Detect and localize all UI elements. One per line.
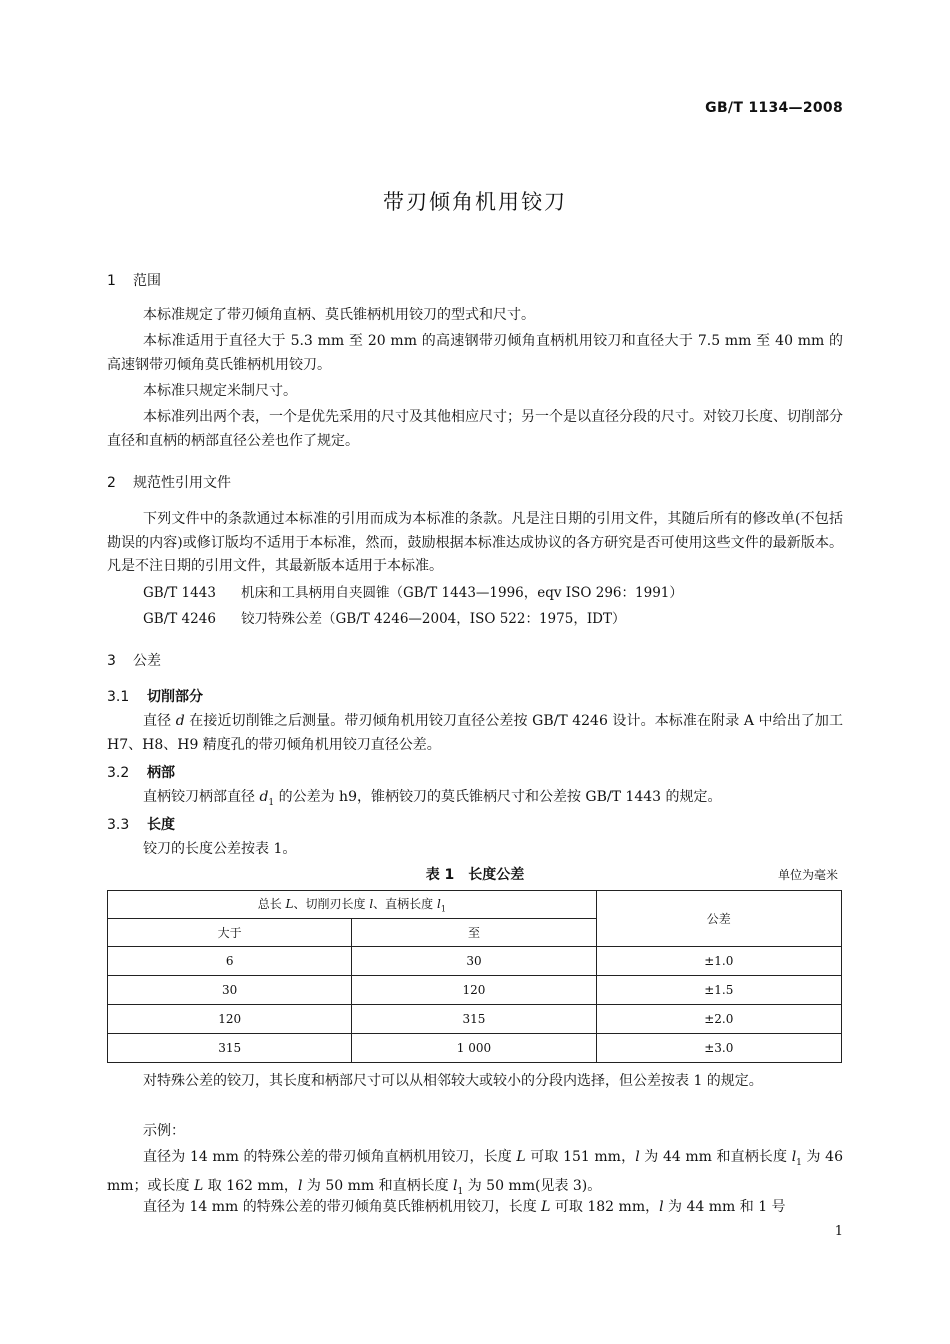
cell-to: 315 — [352, 1005, 596, 1034]
text: 在接近切削锥之后测量。带刃倾角机用铰刀直径公差按 GB/T 4246 设计。本标准在附录 A 中给出了加工 H7、H8、H9 精度孔的带刃倾角机用铰刀直径公差。 — [107, 713, 843, 753]
example-paragraph — [107, 1196, 843, 1220]
text: 的公差为 h9，锥柄铰刀的莫氏锥柄尺寸和公差按 GB/T 1443 的规定。 — [274, 789, 722, 805]
sec3-2-paragraph — [107, 786, 843, 815]
sec3-3-paragraph: 铰刀的长度公差按表 1。 — [143, 841, 297, 857]
table-header-row — [108, 891, 842, 919]
text: 为 50 mm(见表 3)。 — [463, 1178, 602, 1195]
cell-gt: 6 — [108, 947, 352, 976]
reference-code: GB/T 1443 — [143, 585, 216, 601]
variable-L: L — [285, 897, 294, 912]
reference-code: GB/T 4246 — [143, 611, 216, 627]
text: 取 162 mm， — [203, 1178, 298, 1195]
reference-title: 铰刀特殊公差（GB/T 4246—2004，ISO 522：1975，IDT） — [241, 611, 626, 627]
cell-gt: 120 — [108, 1005, 352, 1034]
cell-tolerance: ±1.5 — [596, 976, 841, 1005]
variable-d: d — [175, 713, 185, 729]
text: 为 44 mm 和直柄长度 — [639, 1149, 792, 1165]
sec1-paragraph: 本标准规定了带刃倾角直柄、莫氏锥柄机用铰刀的型式和尺寸。 — [143, 307, 535, 323]
variable-l1: l — [791, 1149, 797, 1165]
cell-tolerance: ±2.0 — [596, 1005, 841, 1034]
subsection-number: 3.1 — [107, 689, 130, 705]
sec2-paragraph: 下列文件中的条款通过本标准的引用而成为本标准的条款。凡是注日期的引用文件，其随后所有的修改单(不包括勘误的内容)或修订版均不适用于本标准，然而，鼓励根据本标准达成协议的各方研究是否可使用这些文件的最新版本。凡是不注日期的引用文件，其最新版本适用于本标准。 — [107, 511, 843, 574]
variable-L: L — [516, 1149, 526, 1165]
example-label: 示例： — [143, 1123, 185, 1139]
subsection-number: 3.2 — [107, 765, 130, 781]
sec1-paragraph: 本标准适用于直径大于 5.3 mm 至 20 mm 的高速钢带刃倾角直柄机用铰刀和直径大于 7.5 mm 至 40 mm 的高速钢带刃倾角莫氏锥柄机用铰刀。 — [107, 333, 843, 373]
text: 直径为 14 mm 的特殊公差的带刃倾角莫氏锥柄机用铰刀，长度 — [143, 1199, 542, 1215]
section-title: 范围 — [133, 273, 161, 289]
cell-gt: 315 — [108, 1034, 352, 1063]
variable-d: d — [259, 789, 269, 805]
table-row — [108, 976, 842, 1005]
after-table-paragraph: 对特殊公差的铰刀，其长度和柄部尺寸可以从相邻较大或较小的分段内选择，但公差按表 1 的规定。 — [143, 1073, 763, 1089]
table-row — [108, 947, 842, 976]
text: 直径为 14 mm 的特殊公差的带刃倾角直柄机用铰刀，长度 — [143, 1149, 517, 1165]
table-row — [108, 1034, 842, 1063]
section-title: 规范性引用文件 — [133, 475, 231, 491]
section-3-heading — [107, 650, 161, 670]
subscript: 1 — [440, 904, 446, 914]
header-length-group — [108, 891, 597, 919]
subsection-3-3-heading — [107, 814, 175, 834]
header-up-to: 至 — [352, 919, 596, 947]
text: 总长 — [257, 897, 286, 912]
text: 直柄铰刀柄部直径 — [143, 789, 260, 805]
table-row — [108, 1005, 842, 1034]
subscript: 1 — [796, 1157, 802, 1168]
subsection-number: 3.3 — [107, 817, 130, 833]
text: 、切削刃长度 — [293, 897, 370, 912]
sec1-paragraph: 本标准列出两个表，一个是优先采用的尺寸及其他相应尺寸；另一个是以直径分段的尺寸。对铰刀长度、切削部分直径和直柄的柄部直径公差也作了规定。 — [107, 409, 843, 449]
cell-to: 30 — [352, 947, 596, 976]
reference-item — [143, 582, 683, 605]
cell-to: 1 000 — [352, 1034, 596, 1063]
section-title: 公差 — [133, 653, 161, 669]
text: 、直柄长度 — [373, 897, 437, 912]
subsection-title: 柄部 — [147, 765, 175, 781]
text: 可取 151 mm， — [525, 1149, 636, 1165]
text: 直径 — [143, 713, 176, 729]
standard-number: GB/T 1134—2008 — [705, 100, 843, 116]
variable-l1: l — [436, 897, 441, 912]
cell-tolerance: ±1.0 — [596, 947, 841, 976]
section-1-heading — [107, 270, 161, 290]
sec3-1-paragraph — [107, 710, 843, 757]
variable-l1: l — [453, 1178, 458, 1195]
subsection-3-2-heading — [107, 762, 175, 782]
subsection-title: 切削部分 — [147, 689, 203, 705]
page-number: 1 — [834, 1224, 843, 1239]
section-number: 2 — [107, 475, 116, 491]
header-tolerance: 公差 — [596, 891, 841, 947]
header-greater-than: 大于 — [108, 919, 352, 947]
subscript: 1 — [457, 1187, 464, 1198]
document-title: 带刃倾角机用铰刀 — [383, 190, 567, 214]
subscript: 1 — [268, 797, 275, 808]
reference-title: 机床和工具柄用自夹圆锥（GB/T 1443—1996，eqv ISO 296：1991） — [241, 585, 683, 601]
text: 为 50 mm 和直柄长度 — [302, 1178, 454, 1195]
variable-l: l — [635, 1149, 640, 1165]
variable-L: L — [194, 1178, 204, 1195]
subsection-3-1-heading — [107, 686, 203, 706]
table-unit: 单位为毫米 — [777, 868, 838, 882]
text: 为 44 mm 和 1 号 — [663, 1199, 786, 1215]
text: 可取 182 mm， — [550, 1199, 660, 1215]
cell-gt: 30 — [108, 976, 352, 1005]
section-number: 3 — [107, 653, 116, 669]
variable-l: l — [659, 1199, 664, 1215]
subsection-title: 长度 — [147, 817, 175, 833]
length-tolerance-table — [107, 890, 842, 1063]
cell-tolerance: ±3.0 — [596, 1034, 841, 1063]
text: 为 46 mm；或长度 — [107, 1149, 843, 1195]
sec1-paragraph: 本标准只规定米制尺寸。 — [143, 383, 297, 399]
variable-l: l — [297, 1178, 303, 1195]
section-2-heading — [107, 472, 231, 492]
variable-L: L — [541, 1199, 551, 1215]
table-caption: 表 1 长度公差 — [425, 867, 525, 883]
cell-to: 120 — [352, 976, 596, 1005]
variable-l: l — [369, 897, 374, 912]
section-number: 1 — [107, 273, 116, 289]
reference-item — [143, 608, 626, 631]
